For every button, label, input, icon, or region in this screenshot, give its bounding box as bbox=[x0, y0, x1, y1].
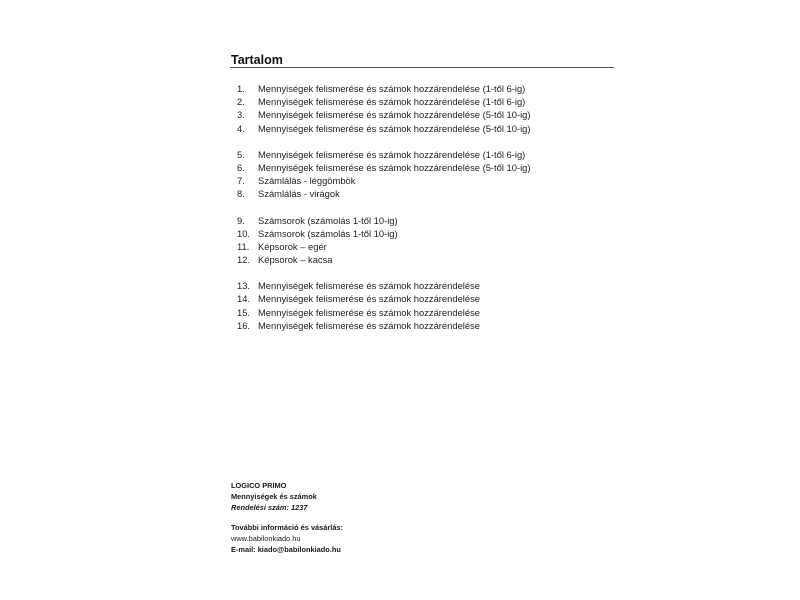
toc-item bbox=[232, 214, 612, 227]
toc-item bbox=[232, 253, 612, 266]
brand-name: LOGICO PRIMO bbox=[231, 481, 287, 490]
toc-item-title: Képsorok – kacsa bbox=[258, 254, 333, 266]
toc-item-title: Számsorok (számolás 1-től 10-ig) bbox=[258, 227, 398, 239]
toc-item-title: Mennyiségek felismerése és számok hozzárendelése (1-től 6-ig) bbox=[258, 96, 526, 108]
toc-item-number: 6. bbox=[237, 161, 245, 173]
toc-item bbox=[232, 148, 612, 161]
toc-item bbox=[232, 319, 612, 332]
toc-item-title: Mennyiségek felismerése és számok hozzárendelése bbox=[258, 306, 480, 318]
toc-item-number: 14. bbox=[237, 293, 251, 305]
toc-item bbox=[232, 292, 612, 305]
toc-item-number: 12. bbox=[237, 254, 251, 266]
toc-item-title: Mennyiségek felismerése és számok hozzárendelése bbox=[258, 293, 480, 305]
toc-item-title: Mennyiségek felismerése és számok hozzárendelése (5-től 10-ig) bbox=[258, 109, 531, 121]
toc-item-title: Mennyiségek felismerése és számok hozzárendelése (5-től 10-ig) bbox=[258, 161, 531, 173]
toc-item-title: Számlálás - léggömbök bbox=[258, 175, 356, 187]
publisher-info bbox=[231, 480, 343, 555]
order-number: Rendelési szám: 1237 bbox=[231, 503, 308, 513]
toc-item-number: 2. bbox=[237, 96, 245, 108]
toc-item bbox=[232, 108, 612, 121]
toc-item-title: Mennyiségek felismerése és számok hozzárendelése bbox=[258, 280, 480, 292]
toc-group bbox=[232, 214, 612, 267]
toc-item bbox=[232, 82, 612, 95]
toc-group bbox=[232, 279, 612, 332]
toc-item bbox=[232, 306, 612, 319]
toc-item-number: 4. bbox=[237, 122, 245, 134]
toc-item bbox=[232, 95, 612, 108]
toc-item-number: 11. bbox=[237, 240, 250, 252]
toc-item bbox=[232, 122, 612, 135]
toc-item bbox=[232, 174, 612, 187]
footer-spacer bbox=[231, 514, 343, 522]
toc-item-number: 9. bbox=[237, 214, 245, 226]
website-link[interactable]: www.babilonkiado.hu bbox=[231, 533, 301, 543]
toc-item bbox=[232, 161, 612, 174]
toc-item bbox=[232, 227, 612, 240]
toc-item-title: Számlálás - virágok bbox=[258, 188, 340, 200]
toc-group bbox=[232, 82, 612, 135]
toc-item-number: 5. bbox=[237, 148, 245, 160]
toc-item bbox=[232, 279, 612, 292]
toc-item-title: Képsorok – egér bbox=[258, 240, 327, 252]
title-underline bbox=[230, 67, 614, 68]
toc-item-number: 3. bbox=[237, 109, 245, 121]
table-of-contents bbox=[232, 82, 612, 345]
toc-item-title: Mennyiségek felismerése és számok hozzárendelése (1-től 6-ig) bbox=[258, 148, 526, 160]
toc-item-number: 10. bbox=[237, 227, 251, 239]
toc-title: Tartalom bbox=[231, 53, 283, 67]
toc-item-title: Mennyiségek felismerése és számok hozzárendelése (1-től 6-ig) bbox=[258, 83, 526, 94]
info-label: További információ és vásárlás: bbox=[231, 522, 343, 532]
toc-item-number: 15. bbox=[237, 306, 251, 318]
email-link[interactable]: E-mail: kiado@babilonkiado.hu bbox=[231, 545, 341, 555]
toc-item-title: Számsorok (számolás 1-től 10-ig) bbox=[258, 214, 398, 226]
toc-item-number: 13. bbox=[237, 280, 251, 292]
toc-item-number: 7. bbox=[237, 175, 245, 187]
toc-item-number: 8. bbox=[237, 188, 245, 200]
toc-item-number: 16. bbox=[237, 319, 251, 331]
toc-item-title: Mennyiségek felismerése és számok hozzárendelése (5-től 10-ig) bbox=[258, 122, 531, 134]
toc-item-number: 1. bbox=[237, 83, 245, 94]
toc-item bbox=[232, 240, 612, 253]
toc-group bbox=[232, 148, 612, 201]
toc-item-title: Mennyiségek felismerése és számok hozzárendelése bbox=[258, 319, 480, 331]
toc-item bbox=[232, 187, 612, 200]
product-name: Mennyiségek és számok bbox=[231, 492, 317, 502]
